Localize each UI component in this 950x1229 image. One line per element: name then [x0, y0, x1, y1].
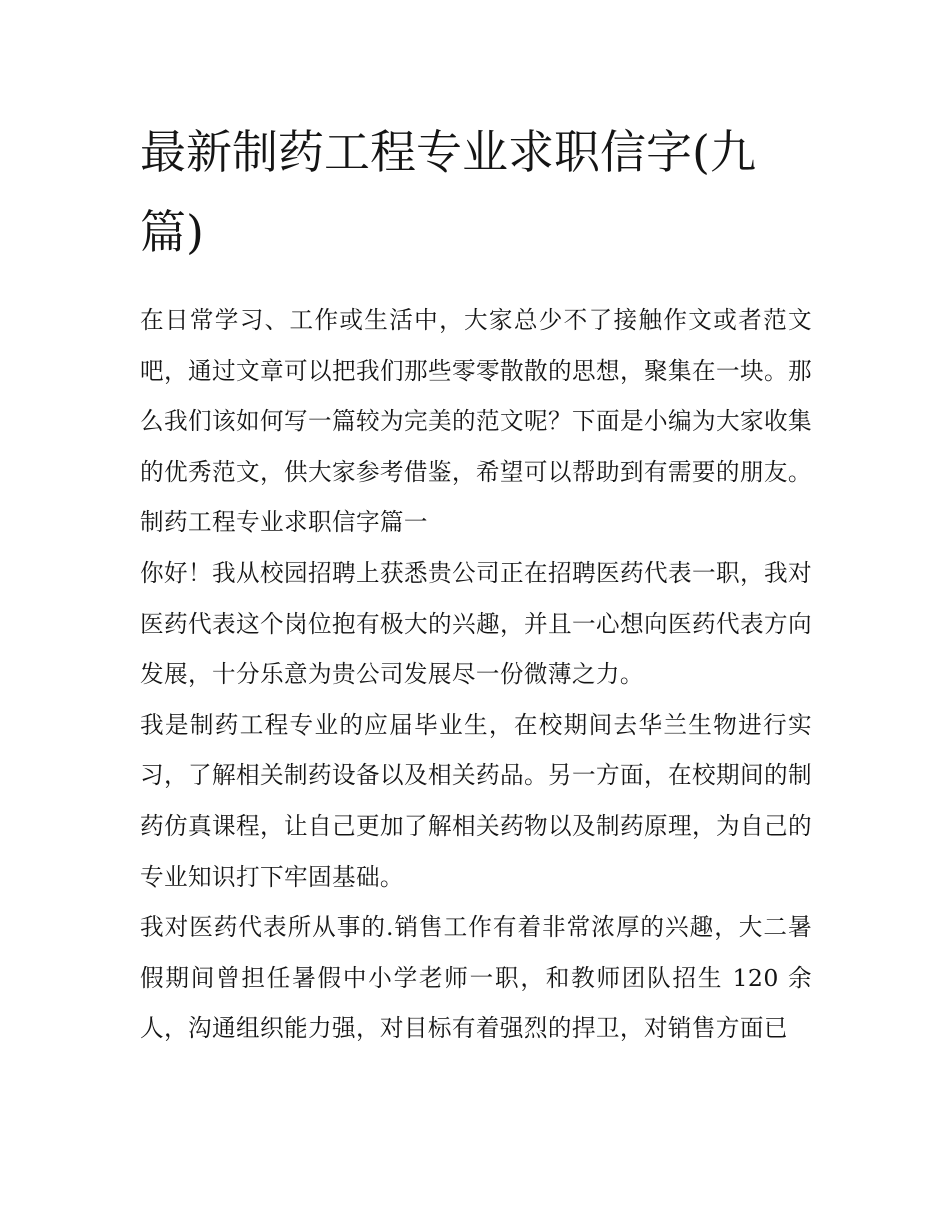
intro-paragraph: 在日常学习、工作或生活中，大家总少不了接触作文或者范文吧，通过文章可以把我们那些零零散散的思想，聚集在一块。那么我们该如何写一篇较为完美的范文呢？下面是小编为大家收集的优秀范文，供大家参考借鉴，希望可以帮助到有需要的朋友。	[140, 306, 812, 486]
education-paragraph: 我是制药工程专业的应届毕业生，在校期间去华兰生物进行实习，了解相关制药设备以及相关药品。另一方面，在校期间的制药仿真课程，让自己更加了解相关药物以及制药原理，为自己的专业知识打下牢固基础。	[140, 710, 812, 891]
section-heading: 制药工程专业求职信字篇一	[140, 508, 428, 537]
experience-paragraph: 我对医药代表所从事的.销售工作有着非常浓厚的兴趣，大二暑假期间曾担任暑假中小学老师一职，和教师团队招生 120 余人，沟通组织能力强，对目标有着强烈的捍卫，对销售方面已	[140, 913, 812, 1043]
document-title: 最新制药工程专业求职信字(九篇)	[140, 125, 756, 259]
document-page	[140, 112, 812, 1054]
document-body	[140, 295, 812, 1054]
greeting-paragraph: 你好！我从校园招聘上获悉贵公司正在招聘医药代表一职，我对医药代表这个岗位抱有极大的兴趣，并且一心想向医药代表方向发展，十分乐意为贵公司发展尽一份微薄之力。	[140, 558, 812, 689]
